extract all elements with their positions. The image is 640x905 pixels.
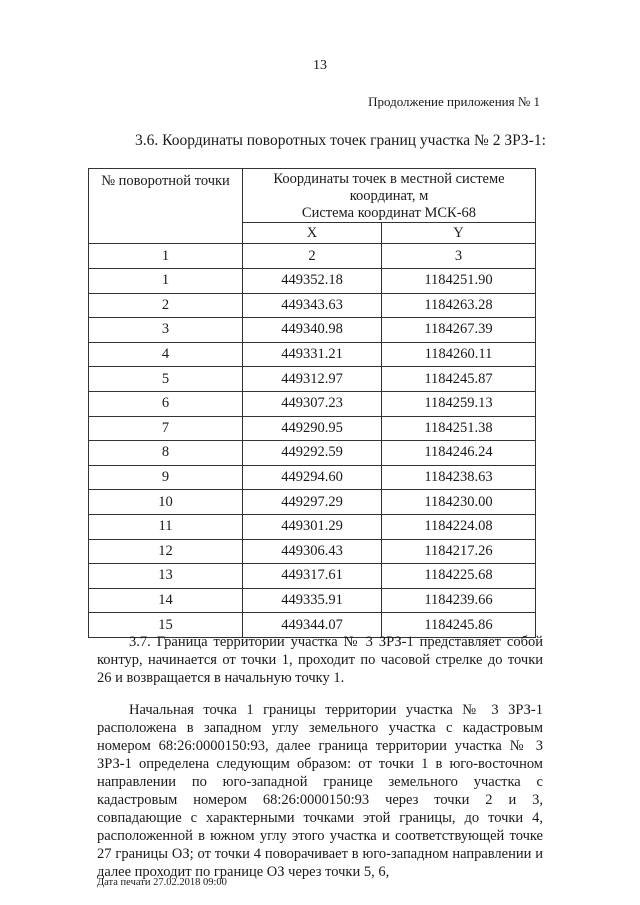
y-cell: 1184217.26	[382, 539, 536, 564]
point-cell: 11	[89, 514, 243, 539]
paragraph-start-point	[97, 701, 543, 881]
point-cell: 2	[89, 293, 243, 318]
point-cell: 3	[89, 318, 243, 343]
x-cell: 449306.43	[243, 539, 382, 564]
point-cell: 10	[89, 490, 243, 515]
header-point-number: № поворотной точки	[89, 169, 243, 244]
table-row	[89, 293, 536, 318]
y-cell: 1184225.68	[382, 564, 536, 589]
index-cell: 1	[89, 244, 243, 269]
page-number: 13	[313, 58, 327, 73]
point-cell: 7	[89, 416, 243, 441]
paragraph-3-7-text: 3.7. Граница территории участка № 3 ЗРЗ-1 представляет собой контур, начинается от точки 1, проходит по часовой стрелке до точки 26 и возвращается в начальную точку 1.	[97, 634, 543, 686]
point-cell: 6	[89, 391, 243, 416]
x-cell: 449294.60	[243, 465, 382, 490]
x-cell: 449301.29	[243, 514, 382, 539]
header-coordinates-line2: Система координат МСК-68	[301, 205, 477, 221]
x-cell: 449343.63	[243, 293, 382, 318]
print-date-footer: Дата печати 27.02.2018 09:00	[97, 877, 227, 888]
paragraph-3-7	[97, 633, 543, 687]
x-cell: 449292.59	[243, 441, 382, 466]
table-row	[89, 514, 536, 539]
table-row	[89, 564, 536, 589]
table-row	[89, 539, 536, 564]
x-cell: 449290.95	[243, 416, 382, 441]
y-cell: 1184260.11	[382, 342, 536, 367]
header-coordinates	[243, 169, 536, 223]
x-cell: 449344.07	[243, 613, 382, 638]
section-heading: 3.6. Координаты поворотных точек границ участка № 2 ЗРЗ-1:	[135, 132, 546, 149]
table-row	[89, 416, 536, 441]
table-row	[89, 391, 536, 416]
x-cell: 449317.61	[243, 564, 382, 589]
x-cell: 449312.97	[243, 367, 382, 392]
y-cell: 1184259.13	[382, 391, 536, 416]
y-cell: 1184245.87	[382, 367, 536, 392]
point-cell: 13	[89, 564, 243, 589]
x-cell: 449352.18	[243, 269, 382, 294]
table-row	[89, 465, 536, 490]
table-row	[89, 588, 536, 613]
table-row	[89, 367, 536, 392]
header-coordinates-line1: Координаты точек в местной системе координат, м	[273, 171, 505, 204]
x-cell: 449340.98	[243, 318, 382, 343]
x-cell: 449297.29	[243, 490, 382, 515]
point-cell: 1	[89, 269, 243, 294]
y-cell: 1184224.08	[382, 514, 536, 539]
column-index-row	[89, 244, 536, 269]
point-cell: 14	[89, 588, 243, 613]
y-cell: 1184267.39	[382, 318, 536, 343]
paragraph-start-point-text: Начальная точка 1 границы территории участка № 3 ЗРЗ-1 расположена в западном углу земельного участка с кадастровым номером 68:26:0000150:93, далее граница территории участка № 3 ЗРЗ-1 определена следующим образом: от точки 1 в юго-восточном направлении по юго-западной границе земельного участка с кадастровым номером 68:26:0000150:93 через точки 2 и 3, совпадающие с характерными точками этой границы, до точки 4, расположенной в южном углу этого участка и соответствующей точке 27 границы ОЗ; от точки 4 поворачивает в юго-западном направлении и далее проходит по границе ОЗ через точки 5, 6,	[97, 702, 543, 880]
y-cell: 1184245.86	[382, 613, 536, 638]
y-cell: 1184238.63	[382, 465, 536, 490]
x-cell: 449335.91	[243, 588, 382, 613]
table-row	[89, 318, 536, 343]
header-y: Y	[382, 223, 536, 244]
y-cell: 1184251.38	[382, 416, 536, 441]
table-row	[89, 441, 536, 466]
table-row	[89, 342, 536, 367]
y-cell: 1184251.90	[382, 269, 536, 294]
y-cell: 1184246.24	[382, 441, 536, 466]
header-x: X	[243, 223, 382, 244]
appendix-continuation: Продолжение приложения № 1	[368, 94, 540, 109]
point-cell: 9	[89, 465, 243, 490]
point-cell: 12	[89, 539, 243, 564]
y-cell: 1184263.28	[382, 293, 536, 318]
point-cell: 15	[89, 613, 243, 638]
y-cell: 1184230.00	[382, 490, 536, 515]
point-cell: 8	[89, 441, 243, 466]
index-cell: 3	[382, 244, 536, 269]
index-cell: 2	[243, 244, 382, 269]
table-row	[89, 269, 536, 294]
x-cell: 449307.23	[243, 391, 382, 416]
point-cell: 5	[89, 367, 243, 392]
point-cell: 4	[89, 342, 243, 367]
y-cell: 1184239.66	[382, 588, 536, 613]
table-row	[89, 490, 536, 515]
x-cell: 449331.21	[243, 342, 382, 367]
coordinates-table	[88, 168, 536, 638]
